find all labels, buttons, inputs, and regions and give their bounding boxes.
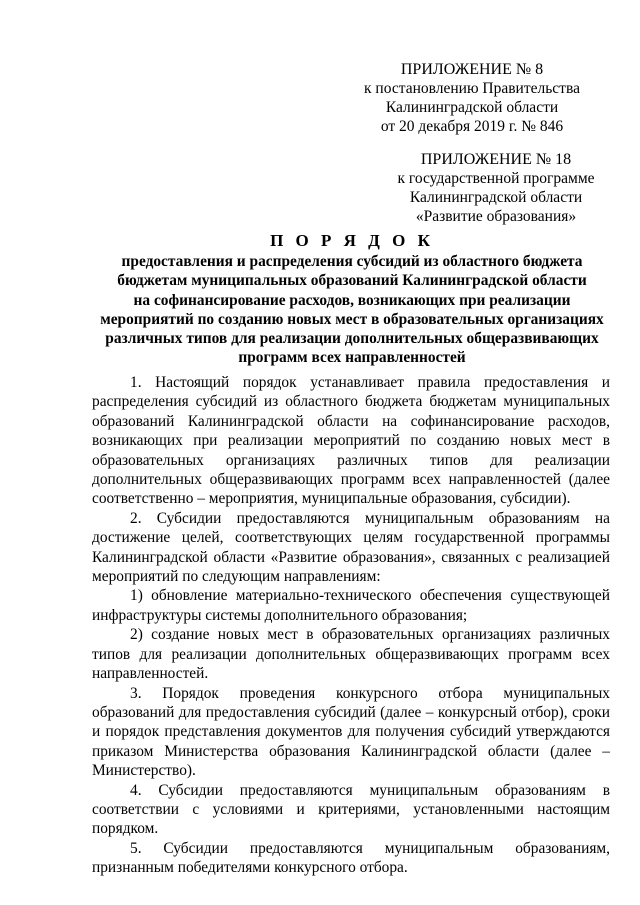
appendix-18-block (385, 150, 607, 226)
appendix-18-line-1: к государственной программе (397, 170, 595, 187)
document-title: П О Р Я Д О К (270, 231, 434, 250)
appendix-8-heading: ПРИЛОЖЕНИЕ № 8 (400, 61, 544, 78)
title-line: различных типов для реализации дополнительных общеразвивающих (105, 330, 599, 348)
paragraph-1: 1. Настоящий порядок устанавливает правила предоставления и распределения субсидий из областного бюджета бюджетам муниципальных образований Калининградской области на софинансирование расходов, возникающих при реализации мероприятий по созданию новых мест в образовательных организациях различных типов для реализации дополнительных общеразвивающих программ всех направленностей (далее соответственно – мероприятия, муниципальные образования, субсидии). (92, 374, 610, 508)
paragraph-3: 3. Порядок проведения конкурсного отбора муниципальных образований для предоставления субсидий (далее – конкурсный отбор), сроки и порядок представления документов для получения субсидий утверждаются приказом Министерства образования Калининградской области (далее – Министерство). (92, 684, 610, 780)
title-line: программ всех направленностей (238, 349, 466, 367)
appendix-18-line-3: «Развитие образования» (415, 208, 577, 225)
title-line: предоставления и распределения субсидий из областного бюджета (121, 253, 583, 270)
appendix-8-line-2: Калининградской области (385, 99, 559, 116)
title-line: бюджетам муниципальных образований Калининградской области (117, 272, 587, 290)
paragraph-2: 2. Субсидии предоставляются муниципальным образованиям на достижение целей, соответствующих целям государственной программы Калининградской области «Развитие образования», связанных с реализацией мероприятий по следующим направлениям: (92, 509, 610, 586)
paragraph-5: 5. Субсидии предоставляются муниципальным образованиям, признанным победителями конкурсного отбора. (92, 839, 610, 877)
appendix-8-line-1: к постановлению Правительства (364, 80, 580, 97)
appendix-18-line-2: Калининградской области (409, 189, 583, 206)
title-line: мероприятий по созданию новых мест в образовательных организациях (100, 310, 604, 328)
document-title-block (92, 230, 612, 368)
paragraph-4: 4. Субсидии предоставляются муниципальным образованиям в соответствии с условиями и критериями, установленными настоящим порядком. (92, 781, 610, 838)
title-line: на софинансирование расходов, возникающих при реализации (133, 291, 571, 309)
paragraph-2-item-2: 2) создание новых мест в образовательных организациях различных типов для реализации дополнительных общеразвивающих программ всех направленностей. (92, 626, 610, 683)
appendix-8-block (332, 60, 612, 136)
document-body (92, 373, 610, 878)
paragraph-2-item-1: 1) обновление материально-технического обеспечения существующей инфраструктуры системы дополнительного образования; (92, 587, 610, 624)
appendix-8-date-line: от 20 декабря 2019 г. № 846 (380, 118, 564, 135)
appendix-18-heading: ПРИЛОЖЕНИЕ № 18 (420, 151, 572, 168)
